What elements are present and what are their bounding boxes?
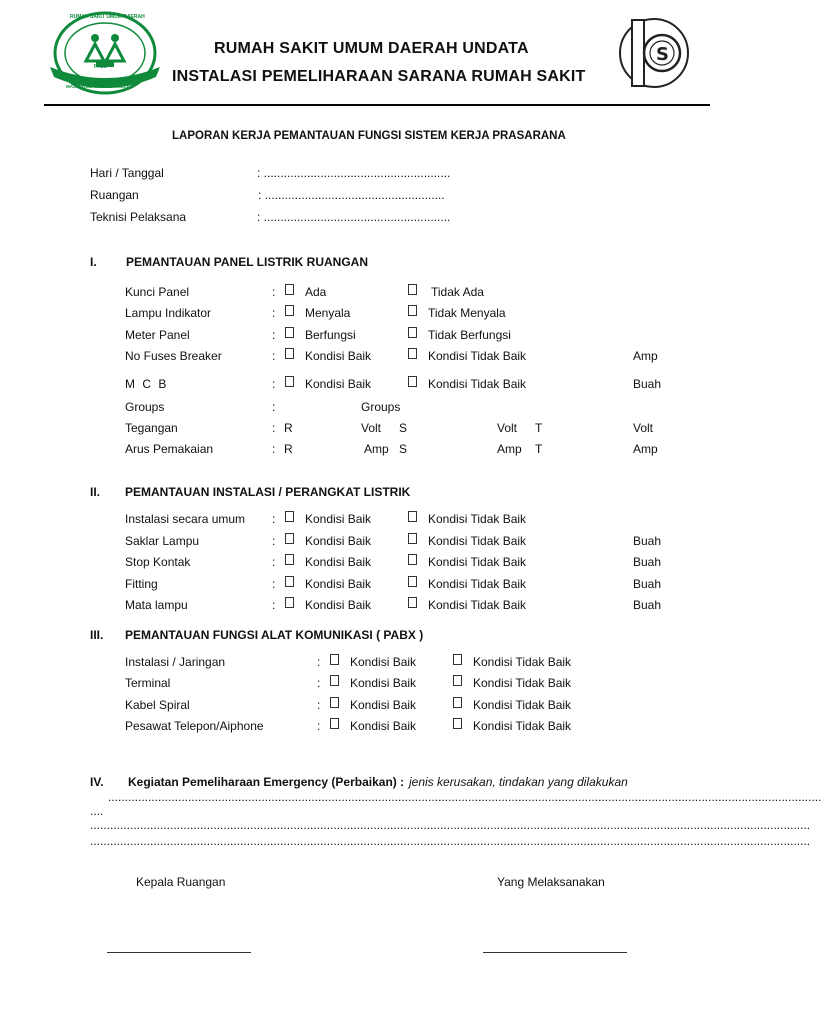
arus-amp-s: Amp <box>497 442 522 456</box>
checkbox[interactable] <box>408 533 417 544</box>
checkbox[interactable] <box>408 597 417 608</box>
checkbox[interactable] <box>285 511 294 522</box>
checkbox[interactable] <box>330 675 339 686</box>
s1-row-opt1: Berfungsi <box>305 328 356 342</box>
field-label-date: Hari / Tanggal <box>90 166 164 180</box>
s2-row-opt2: Kondisi Tidak Baik <box>428 555 527 569</box>
notes-line-3[interactable]: ........................................................................................................................................................................................................................ <box>90 834 811 848</box>
field-label-technician: Teknisi Pelaksana <box>90 210 187 224</box>
s1-row-unit: Buah <box>633 377 662 391</box>
s2-row-colon: : <box>272 555 276 569</box>
ips-logo <box>613 16 695 90</box>
section-1-number: I. <box>90 255 97 269</box>
section-3-title: PEMANTAUAN FUNGSI ALAT KOMUNIKASI ( PABX ) <box>125 628 424 642</box>
s2-row-opt2: Kondisi Tidak Baik <box>428 512 527 526</box>
tegangan-volt-s: Volt <box>497 421 518 435</box>
arus-s: S <box>399 442 408 456</box>
logo-arc-text: RUMAH SAKIT UMUM DAERAH <box>70 14 145 20</box>
checkbox[interactable] <box>408 305 417 316</box>
s3-row-opt1: Kondisi Baik <box>350 719 417 733</box>
tegangan-t: T <box>535 421 543 435</box>
s2-row-opt1: Kondisi Baik <box>305 577 372 591</box>
checkbox[interactable] <box>408 348 417 359</box>
s1-row-colon: : <box>272 328 276 342</box>
section-3-number: III. <box>90 628 104 642</box>
s3-row-opt1: Kondisi Baik <box>350 655 417 669</box>
s1-row-label: Lampu Indikator <box>125 306 212 320</box>
s1-row-colon: : <box>272 349 276 363</box>
s3-row-colon: : <box>317 676 321 690</box>
s2-row-label: Instalasi secara umum <box>125 512 246 526</box>
s2-row-colon: : <box>272 577 276 591</box>
s3-row-opt2: Kondisi Tidak Baik <box>473 676 572 690</box>
s2-row-opt1: Kondisi Baik <box>305 598 372 612</box>
signature-line-left[interactable] <box>107 952 251 953</box>
s1-row-label: Kunci Panel <box>125 285 190 299</box>
logo-city-text: PALU <box>94 64 108 70</box>
s2-row-unit: Buah <box>633 598 662 612</box>
s1-row-opt2: Tidak Menyala <box>428 306 506 320</box>
signature-label-right: Yang Melaksanakan <box>497 875 605 889</box>
checkbox[interactable] <box>285 305 294 316</box>
s2-row-opt2: Kondisi Tidak Baik <box>428 534 527 548</box>
field-value-room[interactable]: : ...................................................... <box>258 188 445 202</box>
s3-row-opt1: Kondisi Baik <box>350 698 417 712</box>
s2-row-label: Mata lampu <box>125 598 188 612</box>
s2-row-opt2: Kondisi Tidak Baik <box>428 577 527 591</box>
arus-colon: : <box>272 442 276 456</box>
s1-row-opt2: Kondisi Tidak Baik <box>428 349 527 363</box>
header-divider <box>44 104 710 106</box>
s2-row-opt1: Kondisi Baik <box>305 534 372 548</box>
groups-right-label: Groups <box>361 400 401 414</box>
s1-row-label: Meter Panel <box>125 328 190 342</box>
s3-row-label: Kabel Spiral <box>125 698 190 712</box>
checkbox[interactable] <box>408 511 417 522</box>
svg-text:S: S <box>656 44 669 65</box>
checkbox[interactable] <box>408 376 417 387</box>
checkbox[interactable] <box>408 554 417 565</box>
s2-row-opt1: Kondisi Baik <box>305 512 372 526</box>
s1-row-opt1: Kondisi Baik <box>305 349 372 363</box>
section-4-hint: jenis kerusakan, tindakan yang dilakukan <box>409 775 628 789</box>
s2-row-unit: Buah <box>633 577 662 591</box>
checkbox[interactable] <box>285 327 294 338</box>
s1-row-opt1: Ada <box>305 285 327 299</box>
s1-row-colon: : <box>272 377 276 391</box>
s3-row-opt2: Kondisi Tidak Baik <box>473 698 572 712</box>
s1-row-colon: : <box>272 285 276 299</box>
checkbox[interactable] <box>453 675 462 686</box>
signature-line-right[interactable] <box>483 952 627 953</box>
checkbox[interactable] <box>285 576 294 587</box>
s1-row-label: No Fuses Breaker <box>125 349 222 363</box>
s1-row-colon: : <box>272 306 276 320</box>
s3-row-label: Pesawat Telepon/Aiphone <box>125 719 264 733</box>
checkbox[interactable] <box>285 376 294 387</box>
checkbox[interactable] <box>453 654 462 665</box>
groups-colon: : <box>272 400 276 414</box>
s2-row-label: Saklar Lampu <box>125 534 200 548</box>
s2-row-opt2: Kondisi Tidak Baik <box>428 598 527 612</box>
checkbox[interactable] <box>408 284 417 295</box>
checkbox[interactable] <box>285 597 294 608</box>
s2-row-unit: Buah <box>633 555 662 569</box>
section-4-title: Kegiatan Pemeliharaan Emergency (Perbaikan) : <box>128 775 405 789</box>
s1-row-unit: Amp <box>633 349 658 363</box>
tegangan-label: Tegangan <box>125 421 178 435</box>
s2-row-colon: : <box>272 598 276 612</box>
checkbox[interactable] <box>453 697 462 708</box>
arus-label: Arus Pemakaian <box>125 442 214 456</box>
s3-row-opt1: Kondisi Baik <box>350 676 417 690</box>
s3-row-label: Terminal <box>125 676 171 690</box>
checkbox[interactable] <box>408 576 417 587</box>
section-2-title: PEMANTAUAN INSTALASI / PERANGKAT LISTRIK <box>125 485 411 499</box>
checkbox[interactable] <box>330 718 339 729</box>
s3-row-opt2: Kondisi Tidak Baik <box>473 719 572 733</box>
tegangan-colon: : <box>272 421 276 435</box>
notes-line-2[interactable]: ........................................................................................................................................................................................................................ <box>90 818 811 832</box>
section-4-number: IV. <box>90 775 104 789</box>
arus-amp-r: Amp <box>364 442 389 456</box>
checkbox[interactable] <box>408 327 417 338</box>
section-2-number: II. <box>90 485 101 499</box>
checkbox[interactable] <box>285 533 294 544</box>
s1-row-label: M C B <box>125 377 167 391</box>
section-1-title: PEMANTAUAN PANEL LISTRIK RUANGAN <box>126 255 368 269</box>
s2-row-colon: : <box>272 512 276 526</box>
logo-motto-text: MAJANGGU MOSIPAKAMELO <box>66 84 131 89</box>
checkbox[interactable] <box>285 554 294 565</box>
notes-line-stub: .... <box>90 804 104 818</box>
checkbox[interactable] <box>330 697 339 708</box>
s3-row-colon: : <box>317 698 321 712</box>
unit-name: INSTALASI PEMELIHARAAN SARANA RUMAH SAKIT <box>172 68 586 85</box>
arus-amp-t: Amp <box>633 442 658 456</box>
s1-row-opt1: Kondisi Baik <box>305 377 372 391</box>
checkbox[interactable] <box>285 348 294 359</box>
logo-band-text: UNDATA <box>86 72 123 78</box>
checkbox[interactable] <box>285 284 294 295</box>
tegangan-volt-t: Volt <box>633 421 654 435</box>
field-value-technician[interactable]: : ........................................................ <box>257 210 451 224</box>
tegangan-s: S <box>399 421 408 435</box>
s1-row-opt2: Kondisi Tidak Baik <box>428 377 527 391</box>
groups-label: Groups <box>125 400 165 414</box>
field-label-room: Ruangan <box>90 188 139 202</box>
field-value-date[interactable]: : ........................................................ <box>257 166 451 180</box>
s1-row-opt1: Menyala <box>305 306 351 320</box>
s1-row-opt2: Tidak Berfungsi <box>428 328 511 342</box>
notes-line-1[interactable]: ...................................................................................................................................................................................................................... <box>108 790 821 804</box>
s3-row-colon: : <box>317 719 321 733</box>
s2-row-opt1: Kondisi Baik <box>305 555 372 569</box>
tegangan-volt-r: Volt <box>361 421 382 435</box>
s3-row-colon: : <box>317 655 321 669</box>
signature-label-left: Kepala Ruangan <box>136 875 226 889</box>
s3-row-label: Instalasi / Jaringan <box>125 655 226 669</box>
hospital-logo <box>46 11 164 95</box>
hospital-name: RUMAH SAKIT UMUM DAERAH UNDATA <box>214 40 529 57</box>
arus-r: R <box>284 442 293 456</box>
s2-row-label: Fitting <box>125 577 158 591</box>
checkbox[interactable] <box>453 718 462 729</box>
arus-t: T <box>535 442 543 456</box>
checkbox[interactable] <box>330 654 339 665</box>
s1-row-opt2: Tidak Ada <box>431 285 484 299</box>
tegangan-r: R <box>284 421 293 435</box>
s2-row-colon: : <box>272 534 276 548</box>
s2-row-unit: Buah <box>633 534 662 548</box>
s2-row-label: Stop Kontak <box>125 555 191 569</box>
form-title: LAPORAN KERJA PEMANTAUAN FUNGSI SISTEM KERJA PRASARANA <box>172 130 566 142</box>
s3-row-opt2: Kondisi Tidak Baik <box>473 655 572 669</box>
